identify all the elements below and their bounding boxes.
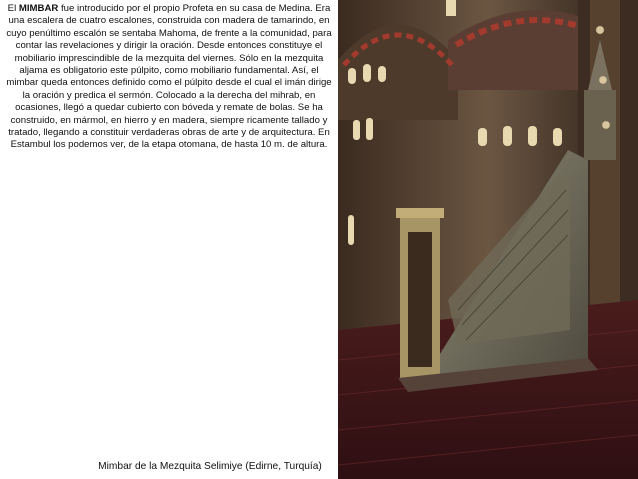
description-body: fue introducido por el propio Profeta en su casa de Medina. Era una escalera de cuatro escalones, construida con madera de tamarindo, en cuyo penúltimo escalón se sentaba Mahoma, de frente a la comunidad, para contar las revelaciones y dirigir la oración. Desde entonces constituye el mobiliario imprescindible de la mezquita del viernes. Sólo en la mezquita aljama es obligatorio este púlpito, como mobiliario fundamental. Así, el mimbar queda entonces definido como el púlpito desde el cual el imán dirige la oración y predica el sermón. Colocado a la derecha del mihrab, en ocasiones, llegó a quedar cubierto con bóveda y remate de bolas. Se ha construido, en mármol, en hierro y en madera, siempre ricamente tallado y tratado, llegando a constituir verdaderas obras de arte y de arquitectura. En Estambul los podemos ver, de la etapa otomana, de hasta 10 m. de altura. [6, 3, 332, 151]
mimbar-description [3, 3, 335, 152]
description-lead: El [7, 3, 19, 14]
mimbar-photo [338, 0, 638, 479]
mimbar-term: MIMBAR [18, 3, 59, 14]
photo-caption: Mimbar de la Mezquita Selimiye (Edirne, Turquía) [98, 461, 322, 472]
